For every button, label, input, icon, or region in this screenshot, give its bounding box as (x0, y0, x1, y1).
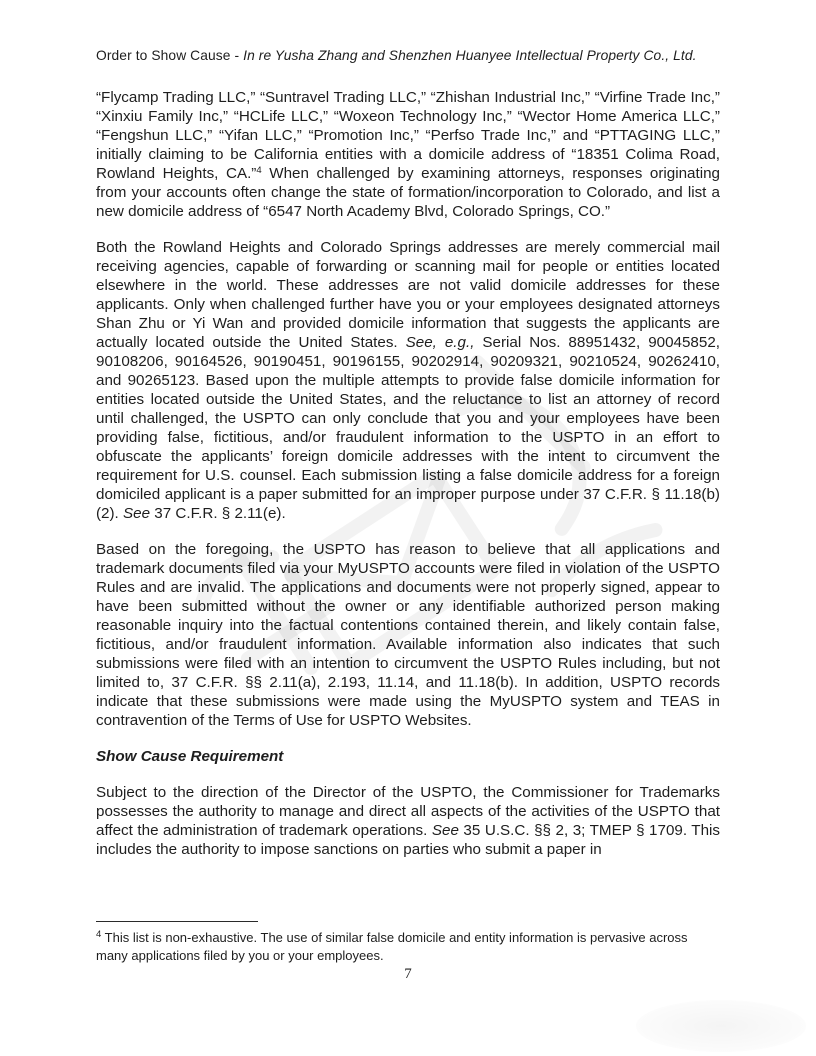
footnote (96, 929, 720, 964)
paragraph-4: Subject to the direction of the Director of the USPTO, the Commissioner for Trademarks possesses the authority to manage and direct all aspects of the activities of the USPTO that affect the administration of trademark operations. See 35 U.S.C. §§ 2, 3; TMEP § 1709. This includes the authority to impose sanctions on parties who submit a paper in (96, 784, 720, 858)
header-case-title: In re Yusha Zhang and Shenzhen Huanyee Intellectual Property Co., Ltd. (243, 48, 697, 63)
footnote-marker: 4 (96, 929, 102, 940)
paragraph-3: Based on the foregoing, the USPTO has reason to believe that all applications and trademark documents filed via your MyUSPTO accounts were filed in violation of the USPTO Rules and are invalid. The applications and documents were not properly signed, appear to have been submitted without the owner or any identifiable authorized person making reasonable inquiry into the factual contentions contained therein, and likely contain false, fictitious, and/or fraudulent information. Available information also indicates that such submissions were filed with an intention to circumvent the USPTO Rules including, but not limited to, 37 C.F.R. §§ 2.11(a), 2.193, 11.14, and 11.18(b). In addition, USPTO records indicate that these submissions were made using the MyUSPTO system and TEAS in contravention of the Terms of Use for USPTO Websites. (96, 541, 720, 729)
footnote-area (96, 921, 720, 964)
header-prefix: Order to Show Cause - (96, 48, 244, 63)
page-number: 7 (404, 966, 412, 982)
running-header (96, 48, 720, 63)
footnote-separator (96, 921, 258, 922)
paragraph-1: “Flycamp Trading LLC,” “Suntravel Trading LLC,” “Zhishan Industrial Inc,” “Virfine Trade Inc,” “Xinxiu Family Inc,” “HCLife LLC,” “Woxeon Technology Inc,” “Wector Home America LLC,” “Fengshun LLC,” “Yifan LLC,” “Promotion Inc,” “Perfso Trade Inc,” and “PTTAGING LLC,” initially claiming to be California entities with a domicile address of “18351 Colima Road, Rowland Heights, CA.”$^4$ When challenged by examining attorneys, responses originating from your accounts often change the state of formation/incorporation to Colorado, and list a new domicile address of “6547 North Academy Blvd, Colorado Springs, CO.” (96, 89, 720, 220)
paragraph-2: Both the Rowland Heights and Colorado Springs addresses are merely commercial mail receiving agencies, capable of forwarding or scanning mail for people or entities located elsewhere in the world. These addresses are not valid domicile addresses for these applicants. Only when challenged further have you or your employees designated attorneys Shan Zhu or Yi Wan and provided domicile information that suggests the applicants are actually located outside the United States. See, e.g., Serial Nos. 88951432, 90045852, 90108206, 90164526, 90190451, 90196155, 90202914, 90209321, 90210524, 90262410, and 90265123. Based upon the multiple attempts to provide false domicile information for entities located outside the United States, and the reluctance to list an attorney of record until challenged, the USPTO can only conclude that you and your employees have been providing false, fictitious, and/or fraudulent information to the USPTO in an effort to obfuscate the applicants’ foreign domicile addresses with the intent to circumvent the requirement for U.S. counsel. Each submission listing a false domicile address for a foreign domiciled applicant is a paper submitted for an improper purpose under 37 C.F.R. § 11.18(b)(2). See 37 C.F.R. § 2.11(e). (96, 239, 720, 522)
footnote-text: This list is non-exhaustive. The use of similar false domicile and entity information is pervasive across many applications filed by you or your employees. (96, 930, 688, 963)
section-heading: Show Cause Requirement (96, 748, 284, 765)
document-body (96, 88, 720, 876)
corner-watermark-smudge (636, 1000, 806, 1052)
